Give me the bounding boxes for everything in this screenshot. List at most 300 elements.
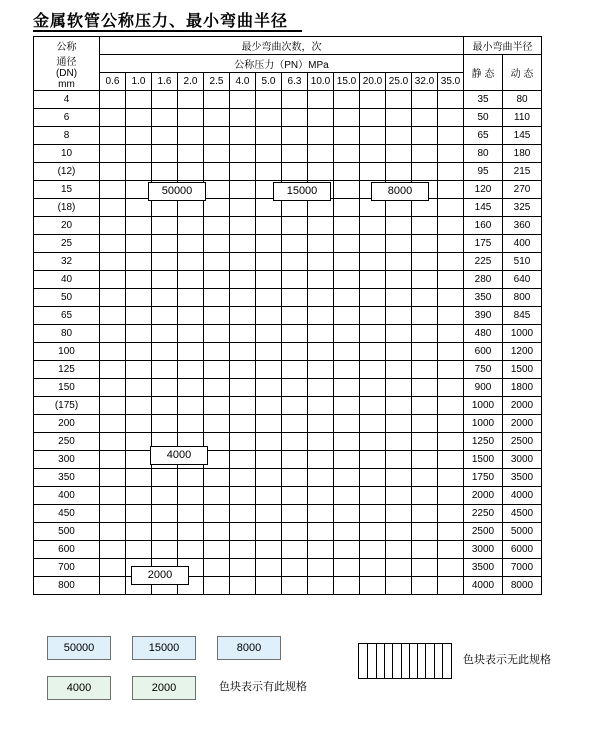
cell-r0-c11	[386, 91, 412, 109]
cell-r11-c2	[152, 289, 178, 307]
cell-r8-c11	[386, 235, 412, 253]
cell-r14-c4	[204, 343, 230, 361]
cell-r19-c8	[308, 433, 334, 451]
cell-r13-c2	[152, 325, 178, 343]
row-dynamic-radius: 360	[503, 217, 542, 235]
cell-r11-c1	[126, 289, 152, 307]
cell-r25-c8	[308, 541, 334, 559]
overlay-tag-4000: 4000	[150, 446, 208, 465]
table-row	[34, 307, 542, 325]
cell-r10-c13	[438, 271, 464, 289]
cell-r26-c8	[308, 559, 334, 577]
row-dn-value: 700	[34, 559, 100, 577]
cell-r22-c11	[386, 487, 412, 505]
cell-r20-c5	[230, 451, 256, 469]
cell-r21-c0	[100, 469, 126, 487]
cell-r3-c13	[438, 145, 464, 163]
overlay-tag-50000: 50000	[148, 182, 206, 201]
cell-r22-c8	[308, 487, 334, 505]
cell-r15-c0	[100, 361, 126, 379]
cell-r0-c1	[126, 91, 152, 109]
row-dynamic-radius: 2500	[503, 433, 542, 451]
row-static-radius: 280	[464, 271, 503, 289]
cell-r8-c13	[438, 235, 464, 253]
cell-r14-c2	[152, 343, 178, 361]
header-row-1	[34, 37, 542, 55]
cell-r8-c9	[334, 235, 360, 253]
cell-r21-c9	[334, 469, 360, 487]
cell-r4-c4	[204, 163, 230, 181]
cell-r9-c13	[438, 253, 464, 271]
cell-r13-c9	[334, 325, 360, 343]
cell-r4-c8	[308, 163, 334, 181]
cell-r1-c2	[152, 109, 178, 127]
cell-r12-c3	[178, 307, 204, 325]
row-dynamic-radius: 270	[503, 181, 542, 199]
cell-r21-c2	[152, 469, 178, 487]
cell-r17-c5	[230, 397, 256, 415]
cell-r15-c6	[256, 361, 282, 379]
cell-r1-c11	[386, 109, 412, 127]
cell-r6-c7	[282, 199, 308, 217]
cell-r24-c11	[386, 523, 412, 541]
cell-r8-c2	[152, 235, 178, 253]
row-dn-value: 15	[34, 181, 100, 199]
cell-r27-c0	[100, 577, 126, 595]
cell-r23-c5	[230, 505, 256, 523]
cell-r9-c4	[204, 253, 230, 271]
cell-r20-c10	[360, 451, 386, 469]
cell-r18-c12	[412, 415, 438, 433]
cell-r9-c3	[178, 253, 204, 271]
row-dn-value: 100	[34, 343, 100, 361]
table-row	[34, 361, 542, 379]
cell-r6-c3	[178, 199, 204, 217]
cell-r14-c7	[282, 343, 308, 361]
cell-r23-c12	[412, 505, 438, 523]
cell-r16-c2	[152, 379, 178, 397]
cell-r27-c4	[204, 577, 230, 595]
row-static-radius: 1750	[464, 469, 503, 487]
cell-r16-c7	[282, 379, 308, 397]
cell-r25-c11	[386, 541, 412, 559]
row-dynamic-radius: 4000	[503, 487, 542, 505]
row-static-radius: 900	[464, 379, 503, 397]
cell-r21-c1	[126, 469, 152, 487]
table-head	[34, 37, 542, 91]
cell-r11-c0	[100, 289, 126, 307]
cell-r23-c7	[282, 505, 308, 523]
pn-column-header-10: 20.0	[360, 73, 386, 91]
cell-r22-c7	[282, 487, 308, 505]
cell-r25-c6	[256, 541, 282, 559]
table-row	[34, 541, 542, 559]
cell-r23-c6	[256, 505, 282, 523]
row-dn-value: 125	[34, 361, 100, 379]
cell-r25-c7	[282, 541, 308, 559]
cell-r22-c12	[412, 487, 438, 505]
cell-r9-c8	[308, 253, 334, 271]
cell-r18-c13	[438, 415, 464, 433]
row-static-radius: 3500	[464, 559, 503, 577]
cell-r13-c13	[438, 325, 464, 343]
cell-r17-c8	[308, 397, 334, 415]
row-dynamic-radius: 325	[503, 199, 542, 217]
cell-r10-c12	[412, 271, 438, 289]
cell-r26-c9	[334, 559, 360, 577]
legend-color-note: 色块表示有此规格	[219, 681, 307, 693]
cell-r11-c7	[282, 289, 308, 307]
legend-box-50000: 50000	[47, 636, 111, 660]
row-dynamic-radius: 2000	[503, 397, 542, 415]
row-dn-value: (18)	[34, 199, 100, 217]
dn-header-line-2: (DN)	[55, 67, 78, 79]
row-static-radius: 175	[464, 235, 503, 253]
cell-r2-c4	[204, 127, 230, 145]
row-dynamic-radius: 180	[503, 145, 542, 163]
cell-r0-c4	[204, 91, 230, 109]
cell-r16-c6	[256, 379, 282, 397]
cell-r3-c12	[412, 145, 438, 163]
cell-r17-c10	[360, 397, 386, 415]
cell-r8-c7	[282, 235, 308, 253]
cell-r19-c13	[438, 433, 464, 451]
cell-r7-c8	[308, 217, 334, 235]
cell-r10-c6	[256, 271, 282, 289]
cell-r2-c5	[230, 127, 256, 145]
cell-r18-c8	[308, 415, 334, 433]
cell-r25-c2	[152, 541, 178, 559]
table-row	[34, 325, 542, 343]
cell-r16-c11	[386, 379, 412, 397]
cell-r20-c0	[100, 451, 126, 469]
cell-r21-c7	[282, 469, 308, 487]
row-static-radius: 80	[464, 145, 503, 163]
pn-column-header-3: 2.0	[178, 73, 204, 91]
cell-r11-c9	[334, 289, 360, 307]
cell-r27-c12	[412, 577, 438, 595]
row-static-radius: 600	[464, 343, 503, 361]
row-static-radius: 3000	[464, 541, 503, 559]
overlay-tag-15000: 15000	[273, 182, 331, 201]
cell-r13-c12	[412, 325, 438, 343]
table-row	[34, 559, 542, 577]
table-body	[34, 91, 542, 595]
pn-column-header-13: 35.0	[438, 73, 464, 91]
table-row	[34, 379, 542, 397]
row-dynamic-radius: 5000	[503, 523, 542, 541]
cell-r20-c7	[282, 451, 308, 469]
cell-r10-c3	[178, 271, 204, 289]
cell-r20-c11	[386, 451, 412, 469]
cell-r12-c11	[386, 307, 412, 325]
cell-r21-c3	[178, 469, 204, 487]
cell-r2-c7	[282, 127, 308, 145]
cell-r13-c0	[100, 325, 126, 343]
cell-r6-c12	[412, 199, 438, 217]
row-static-radius: 95	[464, 163, 503, 181]
row-static-radius: 1500	[464, 451, 503, 469]
cell-r26-c7	[282, 559, 308, 577]
cell-r7-c1	[126, 217, 152, 235]
cell-r2-c9	[334, 127, 360, 145]
cell-r15-c1	[126, 361, 152, 379]
row-dn-value: 300	[34, 451, 100, 469]
pn-column-header-12: 32.0	[412, 73, 438, 91]
cell-r19-c7	[282, 433, 308, 451]
row-static-radius: 390	[464, 307, 503, 325]
cell-r4-c7	[282, 163, 308, 181]
cell-r19-c12	[412, 433, 438, 451]
legend-hatch-swatch	[358, 643, 452, 679]
cell-r15-c8	[308, 361, 334, 379]
cell-r14-c10	[360, 343, 386, 361]
hatch-line	[384, 644, 385, 678]
table-row	[34, 271, 542, 289]
hatch-line	[409, 644, 410, 678]
cell-r23-c8	[308, 505, 334, 523]
cell-r0-c5	[230, 91, 256, 109]
table-row	[34, 91, 542, 109]
cell-r15-c3	[178, 361, 204, 379]
cell-r10-c4	[204, 271, 230, 289]
cell-r21-c10	[360, 469, 386, 487]
pn-column-header-4: 2.5	[204, 73, 230, 91]
cell-r4-c6	[256, 163, 282, 181]
cell-r26-c6	[256, 559, 282, 577]
cell-r18-c9	[334, 415, 360, 433]
cell-r11-c3	[178, 289, 204, 307]
pn-column-header-1: 1.0	[126, 73, 152, 91]
cell-r18-c7	[282, 415, 308, 433]
cell-r23-c4	[204, 505, 230, 523]
cell-r7-c0	[100, 217, 126, 235]
row-dynamic-radius: 510	[503, 253, 542, 271]
row-dn-value: (175)	[34, 397, 100, 415]
cell-r1-c8	[308, 109, 334, 127]
cell-r0-c12	[412, 91, 438, 109]
table-row	[34, 145, 542, 163]
cell-r1-c12	[412, 109, 438, 127]
cell-r16-c0	[100, 379, 126, 397]
cell-r19-c1	[126, 433, 152, 451]
cell-r0-c7	[282, 91, 308, 109]
row-dn-value: 4	[34, 91, 100, 109]
cell-r13-c3	[178, 325, 204, 343]
cell-r19-c9	[334, 433, 360, 451]
cell-r14-c3	[178, 343, 204, 361]
cell-r9-c11	[386, 253, 412, 271]
cell-r22-c10	[360, 487, 386, 505]
table-row	[34, 235, 542, 253]
hatch-line	[392, 644, 393, 678]
cell-r18-c0	[100, 415, 126, 433]
cell-r3-c10	[360, 145, 386, 163]
cell-r19-c10	[360, 433, 386, 451]
cell-r13-c10	[360, 325, 386, 343]
cell-r8-c8	[308, 235, 334, 253]
cell-r1-c7	[282, 109, 308, 127]
cell-r2-c1	[126, 127, 152, 145]
cell-r23-c10	[360, 505, 386, 523]
cell-r15-c2	[152, 361, 178, 379]
row-dynamic-radius: 6000	[503, 541, 542, 559]
cell-r10-c1	[126, 271, 152, 289]
cell-r20-c8	[308, 451, 334, 469]
table-row	[34, 109, 542, 127]
legend-box-4000: 4000	[47, 676, 111, 700]
cell-r5-c9	[334, 181, 360, 199]
row-static-radius: 1000	[464, 415, 503, 433]
row-static-radius: 120	[464, 181, 503, 199]
cell-r18-c3	[178, 415, 204, 433]
cell-r12-c10	[360, 307, 386, 325]
hatch-line	[417, 644, 418, 678]
cell-r23-c2	[152, 505, 178, 523]
cell-r9-c10	[360, 253, 386, 271]
table-row	[34, 433, 542, 451]
cell-r6-c10	[360, 199, 386, 217]
cell-r5-c5	[230, 181, 256, 199]
cell-r15-c4	[204, 361, 230, 379]
cell-r14-c6	[256, 343, 282, 361]
row-dn-value: 40	[34, 271, 100, 289]
cell-r6-c13	[438, 199, 464, 217]
cell-r3-c3	[178, 145, 204, 163]
cell-r5-c0	[100, 181, 126, 199]
cell-r6-c8	[308, 199, 334, 217]
cell-r4-c1	[126, 163, 152, 181]
cell-r24-c3	[178, 523, 204, 541]
row-dynamic-radius: 640	[503, 271, 542, 289]
cell-r17-c7	[282, 397, 308, 415]
cell-r17-c13	[438, 397, 464, 415]
row-dn-value: 400	[34, 487, 100, 505]
table-row	[34, 199, 542, 217]
row-dynamic-radius: 2000	[503, 415, 542, 433]
cell-r11-c6	[256, 289, 282, 307]
cell-r23-c13	[438, 505, 464, 523]
legend-box-15000: 15000	[132, 636, 196, 660]
cell-r18-c1	[126, 415, 152, 433]
cell-r8-c0	[100, 235, 126, 253]
row-dynamic-radius: 80	[503, 91, 542, 109]
cell-r25-c5	[230, 541, 256, 559]
cell-r17-c11	[386, 397, 412, 415]
table-row	[34, 397, 542, 415]
cell-r25-c13	[438, 541, 464, 559]
cell-r6-c5	[230, 199, 256, 217]
table-row	[34, 253, 542, 271]
cell-r23-c1	[126, 505, 152, 523]
cell-r23-c11	[386, 505, 412, 523]
cell-r0-c6	[256, 91, 282, 109]
cell-r17-c9	[334, 397, 360, 415]
cell-r11-c12	[412, 289, 438, 307]
cell-r1-c3	[178, 109, 204, 127]
cell-r17-c12	[412, 397, 438, 415]
cell-r11-c5	[230, 289, 256, 307]
row-dynamic-radius: 1200	[503, 343, 542, 361]
cell-r8-c1	[126, 235, 152, 253]
cell-r19-c6	[256, 433, 282, 451]
cell-r2-c13	[438, 127, 464, 145]
table-row	[34, 487, 542, 505]
cell-r22-c5	[230, 487, 256, 505]
cell-r18-c2	[152, 415, 178, 433]
radius-header: 最小弯曲半径	[464, 37, 542, 55]
cell-r4-c10	[360, 163, 386, 181]
hatch-line	[434, 644, 435, 678]
cell-r8-c5	[230, 235, 256, 253]
cell-r8-c10	[360, 235, 386, 253]
cell-r16-c13	[438, 379, 464, 397]
cell-r7-c7	[282, 217, 308, 235]
cell-r23-c3	[178, 505, 204, 523]
cell-r11-c4	[204, 289, 230, 307]
cell-r27-c6	[256, 577, 282, 595]
row-static-radius: 1000	[464, 397, 503, 415]
cell-r15-c7	[282, 361, 308, 379]
cell-r3-c1	[126, 145, 152, 163]
cell-r27-c5	[230, 577, 256, 595]
cell-r7-c10	[360, 217, 386, 235]
cell-r13-c4	[204, 325, 230, 343]
cell-r5-c4	[204, 181, 230, 199]
row-dn-value: 6	[34, 109, 100, 127]
table-row	[34, 343, 542, 361]
cell-r0-c0	[100, 91, 126, 109]
table-row	[34, 469, 542, 487]
table-row	[34, 163, 542, 181]
cell-r1-c13	[438, 109, 464, 127]
cell-r22-c13	[438, 487, 464, 505]
cell-r4-c5	[230, 163, 256, 181]
cell-r4-c9	[334, 163, 360, 181]
cell-r2-c3	[178, 127, 204, 145]
cell-r26-c0	[100, 559, 126, 577]
cell-r25-c10	[360, 541, 386, 559]
overlay-tag-2000: 2000	[131, 566, 189, 585]
cell-r22-c6	[256, 487, 282, 505]
table-row	[34, 505, 542, 523]
cell-r14-c0	[100, 343, 126, 361]
row-dn-value: 25	[34, 235, 100, 253]
row-dynamic-radius: 8000	[503, 577, 542, 595]
cell-r0-c2	[152, 91, 178, 109]
cell-r25-c0	[100, 541, 126, 559]
cell-r15-c9	[334, 361, 360, 379]
cell-r3-c7	[282, 145, 308, 163]
row-dynamic-radius: 1500	[503, 361, 542, 379]
cell-r6-c11	[386, 199, 412, 217]
row-static-radius: 145	[464, 199, 503, 217]
row-static-radius: 1250	[464, 433, 503, 451]
table-row	[34, 217, 542, 235]
hatch-line	[442, 644, 443, 678]
cell-r26-c10	[360, 559, 386, 577]
cell-r14-c5	[230, 343, 256, 361]
cell-r12-c13	[438, 307, 464, 325]
cell-r16-c12	[412, 379, 438, 397]
cell-r26-c4	[204, 559, 230, 577]
cell-r22-c2	[152, 487, 178, 505]
cell-r21-c5	[230, 469, 256, 487]
cell-r15-c12	[412, 361, 438, 379]
row-static-radius: 480	[464, 325, 503, 343]
cell-r9-c9	[334, 253, 360, 271]
cell-r25-c12	[412, 541, 438, 559]
